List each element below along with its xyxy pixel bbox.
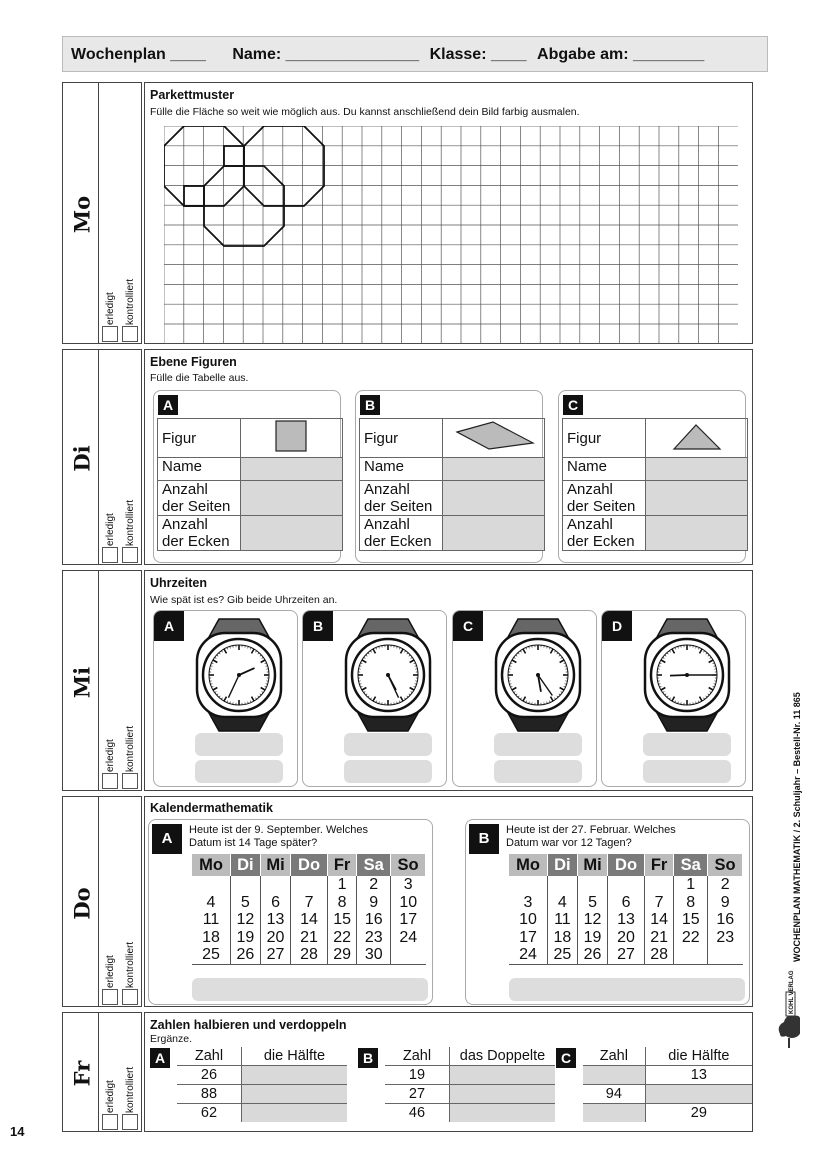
calendar-day: 6 [260,894,291,912]
shape-cell [443,419,545,458]
fr-panel [144,1012,753,1132]
weekday-header: Do [608,854,644,876]
number-table-B [385,1047,555,1122]
calendar-day: 16 [707,911,742,929]
parallelogram-icon [449,419,539,453]
calendar-day: 8 [327,894,357,912]
triangle-icon [652,419,742,453]
checked-label: kontrolliert [125,1066,136,1113]
given-value: 88 [177,1085,242,1104]
calendar-day: 11 [202,911,220,928]
corners-label [158,516,241,551]
col-header-result: die Hälfte [645,1047,752,1066]
day-label-mo [62,82,100,344]
done-checkbox[interactable] [102,773,118,789]
col-header-result: das Doppelte [450,1047,556,1066]
wristwatch-icon [189,615,289,735]
calendar-card-B [465,819,750,1005]
calendar-day: 5 [577,894,608,912]
check-column-di [98,349,142,565]
time-answer-2[interactable] [494,760,582,783]
calendar-day: 27 [260,946,291,964]
sides-label-line2: der Seiten [162,498,231,515]
weekday-header: Di [548,854,578,876]
name-label: Name: _______________ [232,46,420,63]
weekday-header: Fr [327,854,357,876]
done-label: erledigt [105,955,116,988]
calendar-day [577,876,608,894]
calendar-day: 30 [357,946,391,964]
wristwatch-icon [338,615,438,735]
done-label: erledigt [105,292,116,325]
calendar-day [644,876,674,894]
given-value: 27 [385,1085,450,1104]
calendar-day: 14 [291,911,327,929]
calendar-day: 18 [548,929,578,947]
card-tag: B [469,824,499,854]
mo-title: Parkettmuster [150,88,235,102]
calendar-day: 21 [644,929,674,947]
checked-label: kontrolliert [125,941,136,988]
figure-table [157,418,343,551]
calendar-day: 8 [674,894,708,912]
day-label-mi [62,570,100,791]
corners-answer-cell[interactable] [646,516,748,551]
checked-checkbox[interactable] [122,547,138,563]
answer-cell[interactable] [450,1104,556,1123]
calendar-day: 19 [577,929,608,947]
calendar-day: 11 [548,911,578,929]
calendar-card-A [148,819,433,1005]
mo-instruction: Fülle die Fläche so weit wie möglich aus. Du kannst anschließend dein Bild farbig ausmalen. [150,106,580,118]
calendar-day: 13 [260,911,291,929]
weekday-header: Mi [260,854,291,876]
day-label-do [62,796,100,1007]
weekday-header: Mi [577,854,608,876]
calendar-day [231,876,261,894]
corners-answer-cell[interactable] [443,516,545,551]
time-answer-1[interactable] [344,733,432,756]
hour-hand [670,675,687,676]
answer-cell[interactable] [242,1066,348,1085]
calendar-day: 27 [608,946,644,964]
di-instruction: Fülle die Tabelle aus. [150,372,249,384]
done-checkbox[interactable] [102,326,118,342]
calendar-day: 3 [390,876,425,894]
corners-label-line2: der Ecken [162,533,230,550]
day-label-di [62,349,100,565]
check-column-fr [98,1012,142,1132]
given-value: 29 [645,1104,752,1123]
card-tag: C [453,611,483,641]
date-answer[interactable] [192,978,428,1001]
sides-label-line2: der Seiten [567,498,636,515]
calendar-day [548,876,578,894]
fr-title: Zahlen halbieren und verdoppeln [150,1018,347,1032]
weekday-header: Do [291,854,327,876]
figur-label: Figur [360,419,443,458]
klasse-label: Klasse: ____ [429,46,527,63]
calendar-day: 16 [357,911,391,929]
wristwatch-icon [488,615,588,735]
calendar-table [192,854,426,965]
answer-cell[interactable] [583,1066,645,1085]
calendar-day: 2 [707,876,742,894]
calendar-day: 25 [548,946,578,964]
time-answer-1[interactable] [494,733,582,756]
name-label: Name [563,458,646,481]
abgabe-label: Abgabe am: ________ [537,46,705,63]
name-answer-cell[interactable] [241,458,343,481]
watch-card-C [452,610,597,787]
number-table-C [583,1047,752,1122]
sides-label-line2: der Seiten [364,498,433,515]
answer-cell[interactable] [450,1085,556,1104]
sides-answer-cell[interactable] [646,481,748,516]
calendar-question-1: Heute ist der 27. Februar. Welches [506,824,676,836]
card-tag: D [602,611,632,641]
col-header-number: Zahl [177,1047,242,1066]
time-answer-2[interactable] [344,760,432,783]
calendar-table [509,854,743,965]
corners-answer-cell[interactable] [241,516,343,551]
calendar-day: 19 [231,929,261,947]
checked-label: kontrolliert [125,278,136,325]
done-label: erledigt [105,513,116,546]
figur-label: Figur [563,419,646,458]
calendar-day: 24 [390,929,425,947]
sides-answer-cell[interactable] [241,481,343,516]
figure-card-A [153,390,341,563]
calendar-day: 29 [327,946,357,964]
sides-label-line1: Anzahl [364,481,410,498]
calendar-day: 4 [206,893,216,911]
given-value: 62 [177,1104,242,1123]
calendar-question-1: Heute ist der 9. September. Welches [189,824,368,836]
corners-label-line1: Anzahl [567,516,613,533]
square-shape [224,146,244,166]
tree-logo-icon [776,990,800,1050]
answer-cell[interactable] [645,1085,752,1104]
mi-title: Uhrzeiten [150,576,207,590]
watch-card-A [153,610,298,787]
calendar-day [509,876,548,894]
card-tag: A [152,824,182,854]
parkett-grid[interactable] [164,126,738,344]
di-title: Ebene Figuren [150,355,237,369]
card-tag: A [154,611,184,641]
calendar-day: 22 [674,929,708,947]
shape-cell [646,419,748,458]
calendar-day: 21 [291,929,327,947]
date-answer[interactable] [509,978,745,1001]
calendar-day: 9 [707,894,742,912]
check-column-mo [98,82,142,344]
mi-panel [144,570,753,791]
given-value: 26 [177,1066,242,1085]
card-tag: B [360,395,380,415]
name-label: Name [158,458,241,481]
publisher-name: KOHL VERLAG [789,970,795,1014]
col-header-number: Zahl [583,1047,645,1066]
mo-panel [144,82,753,344]
calendar-day [674,946,708,964]
sides-label-line1: Anzahl [162,481,208,498]
answer-cell[interactable] [242,1104,348,1123]
calendar-day: 15 [327,911,357,929]
calendar-day: 28 [291,946,327,964]
corners-label [360,516,443,551]
calendar-day: 25 [192,946,231,964]
di-panel [144,349,753,565]
calendar-day: 14 [644,911,674,929]
calendar-day [260,876,291,894]
shape-cell [241,419,343,458]
calendar-day: 18 [202,928,220,946]
page-number: 14 [10,1124,25,1139]
checked-label: kontrolliert [125,725,136,772]
calendar-day: 9 [357,894,391,912]
checked-checkbox[interactable] [122,1114,138,1130]
calendar-day: 6 [608,894,644,912]
day-name-do: Do [69,886,95,920]
col-header-number: Zahl [385,1047,450,1066]
mi-instruction: Wie spät ist es? Gib beide Uhrzeiten an. [150,594,338,606]
square-shape [184,186,204,206]
col-header-result: die Hälfte [242,1047,348,1066]
sides-answer-cell[interactable] [443,481,545,516]
calendar-day: 28 [644,946,674,964]
calendar-day: 17 [390,911,425,929]
corners-label-line2: der Ecken [567,533,635,550]
day-name-mi: Mi [69,666,95,698]
sides-label [563,481,646,516]
sides-label [360,481,443,516]
done-label: erledigt [105,1080,116,1113]
given-value: 13 [645,1066,752,1085]
calendar-day [608,876,644,894]
calendar-day: 10 [519,911,537,928]
time-answer-1[interactable] [643,733,731,756]
weekday-header: Sa [674,854,708,876]
name-label: Name [360,458,443,481]
watch-card-D [601,610,746,787]
done-checkbox[interactable] [102,1114,118,1130]
checked-checkbox[interactable] [122,326,138,342]
time-answer-2[interactable] [195,760,283,783]
answer-cell[interactable] [242,1085,348,1104]
wristwatch-icon [637,615,737,735]
figure-card-B [355,390,543,563]
day-name-di: Di [69,445,95,472]
calendar-day: 15 [674,911,708,929]
figure-table [359,418,545,551]
calendar-day: 22 [327,929,357,947]
corners-label-line2: der Ecken [364,533,432,550]
card-tag: C [563,395,583,415]
side-note: WOCHENPLAN MATHEMATIK / 2. Schuljahr – Bestell-Nr. 11 865 [792,692,802,962]
calendar-question-2: Datum ist 14 Tage später? [189,837,318,849]
weekday-header: Sa [357,854,391,876]
name-answer-cell[interactable] [443,458,545,481]
card-tag: B [358,1048,378,1068]
weekday-header: So [390,854,425,876]
calendar-question-2: Datum war vor 12 Tagen? [506,837,632,849]
calendar-day: 7 [644,894,674,912]
calendar-day: 5 [231,894,261,912]
calendar-day: 10 [390,894,425,912]
weekday-header: Di [231,854,261,876]
calendar-day [192,876,231,894]
calendar-day: 13 [608,911,644,929]
time-answer-2[interactable] [643,760,731,783]
calendar-day: 7 [291,894,327,912]
time-answer-1[interactable] [195,733,283,756]
do-title: Kalendermathematik [150,801,273,815]
calendar-day: 1 [674,876,708,894]
calendar-day: 26 [231,946,261,964]
watch-card-B [302,610,447,787]
day-name-fr: Fr [69,1060,95,1087]
calendar-day: 26 [577,946,608,964]
answer-cell[interactable] [450,1066,556,1085]
do-panel [144,796,753,1007]
checked-checkbox[interactable] [122,989,138,1005]
card-tag: A [150,1048,170,1068]
checked-label: kontrolliert [125,499,136,546]
weekday-header: Mo [509,854,548,876]
calendar-day: 20 [608,929,644,947]
done-checkbox[interactable] [102,547,118,563]
done-checkbox[interactable] [102,989,118,1005]
given-value: 46 [385,1104,450,1123]
calendar-day: 1 [327,876,357,894]
card-tag: A [158,395,178,415]
name-answer-cell[interactable] [646,458,748,481]
number-table-A [177,1047,347,1122]
day-label-fr [62,1012,100,1132]
calendar-day: 4 [548,894,578,912]
checked-checkbox[interactable] [122,773,138,789]
fr-instruction: Ergänze. [150,1033,193,1045]
check-column-do [98,796,142,1007]
day-name-mo: Mo [69,195,95,234]
card-tag: B [303,611,333,641]
page-header [62,36,768,72]
corners-label [563,516,646,551]
calendar-day: 17 [519,928,537,946]
calendar-day [291,876,327,894]
calendar-day: 12 [577,911,608,929]
publisher-logo [776,970,800,1050]
calendar-day: 23 [707,929,742,947]
calendar-day [707,946,742,964]
sides-label-line1: Anzahl [567,481,613,498]
calendar-day: 20 [260,929,291,947]
corners-label-line1: Anzahl [162,516,208,533]
figure-card-C [558,390,746,563]
calendar-day [390,946,425,964]
corners-label-line1: Anzahl [364,516,410,533]
wochenplan-label: Wochenplan ____ [71,46,206,63]
done-label: erledigt [105,739,116,772]
calendar-day: 24 [509,946,548,964]
square-icon [247,419,337,453]
calendar-day: 23 [357,929,391,947]
given-value: 19 [385,1066,450,1085]
given-value: 94 [583,1085,645,1104]
weekday-header: Mo [192,854,231,876]
weekday-header: Fr [644,854,674,876]
calendar-day: 12 [231,911,261,929]
card-tag: C [556,1048,576,1068]
check-column-mi [98,570,142,791]
figur-label: Figur [158,419,241,458]
weekday-header: So [707,854,742,876]
answer-cell[interactable] [583,1104,645,1123]
figure-table [562,418,748,551]
calendar-day: 2 [357,876,391,894]
sides-label [158,481,241,516]
calendar-day: 3 [523,893,533,911]
